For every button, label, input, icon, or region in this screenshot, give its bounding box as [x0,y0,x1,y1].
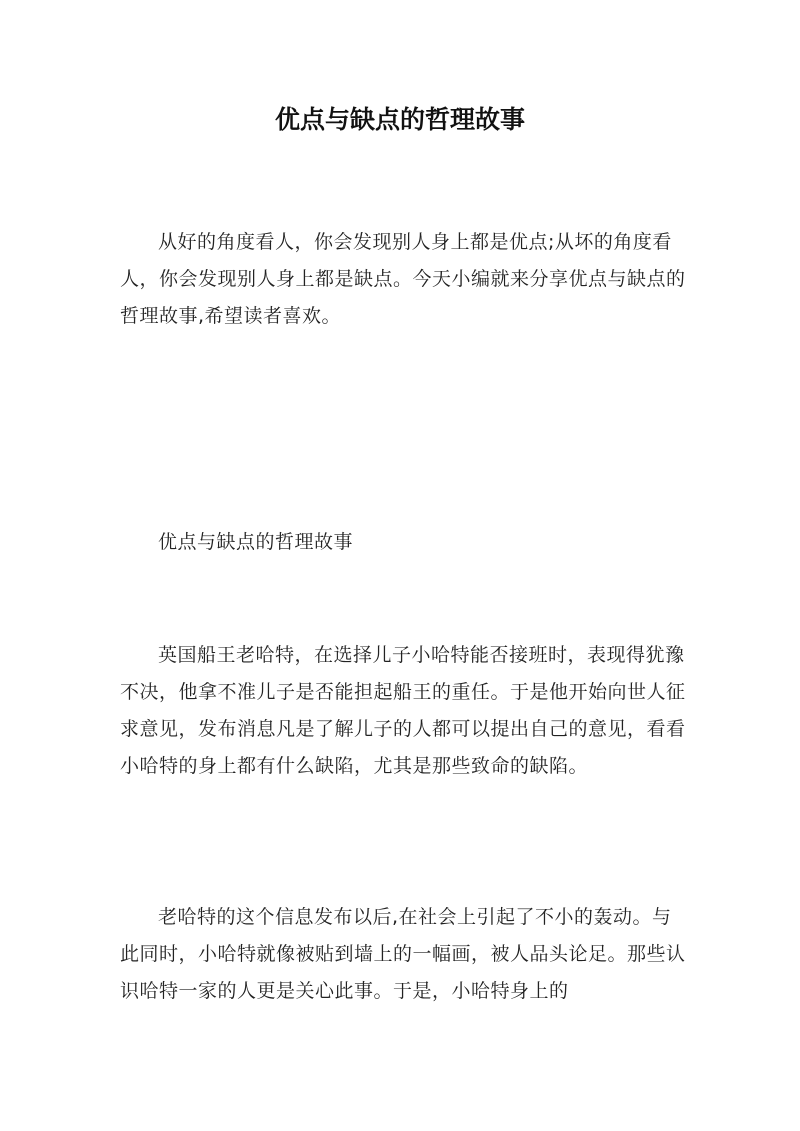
intro-paragraph: 从好的角度看人，你会发现别人身上都是优点;从坏的角度看人，你会发现别人身上都是缺点。今天小编就来分享优点与缺点的哲理故事,希望读者喜欢。 [120,231,686,327]
story-paragraph-1: 英国船王老哈特，在选择儿子小哈特能否接班时，表现得犹豫不决，他拿不准儿子是否能担起船王的重任。于是他开始向世人征求意见，发布消息凡是了解儿子的人都可以提出自己的意见，看看小哈特的身上都有什么缺陷，尤其是那些致命的缺陷。 [120,644,686,777]
document-title: 优点与缺点的哲理故事 [274,105,525,134]
story-paragraph-2: 老哈特的这个信息发布以后,在社会上引起了不小的轰动。与此同时，小哈特就像被贴到墙上的一幅画，被人品头论足。那些认识哈特一家的人更是关心此事。于是，小哈特身上的 [120,906,686,1002]
section-heading: 优点与缺点的哲理故事 [158,531,354,553]
